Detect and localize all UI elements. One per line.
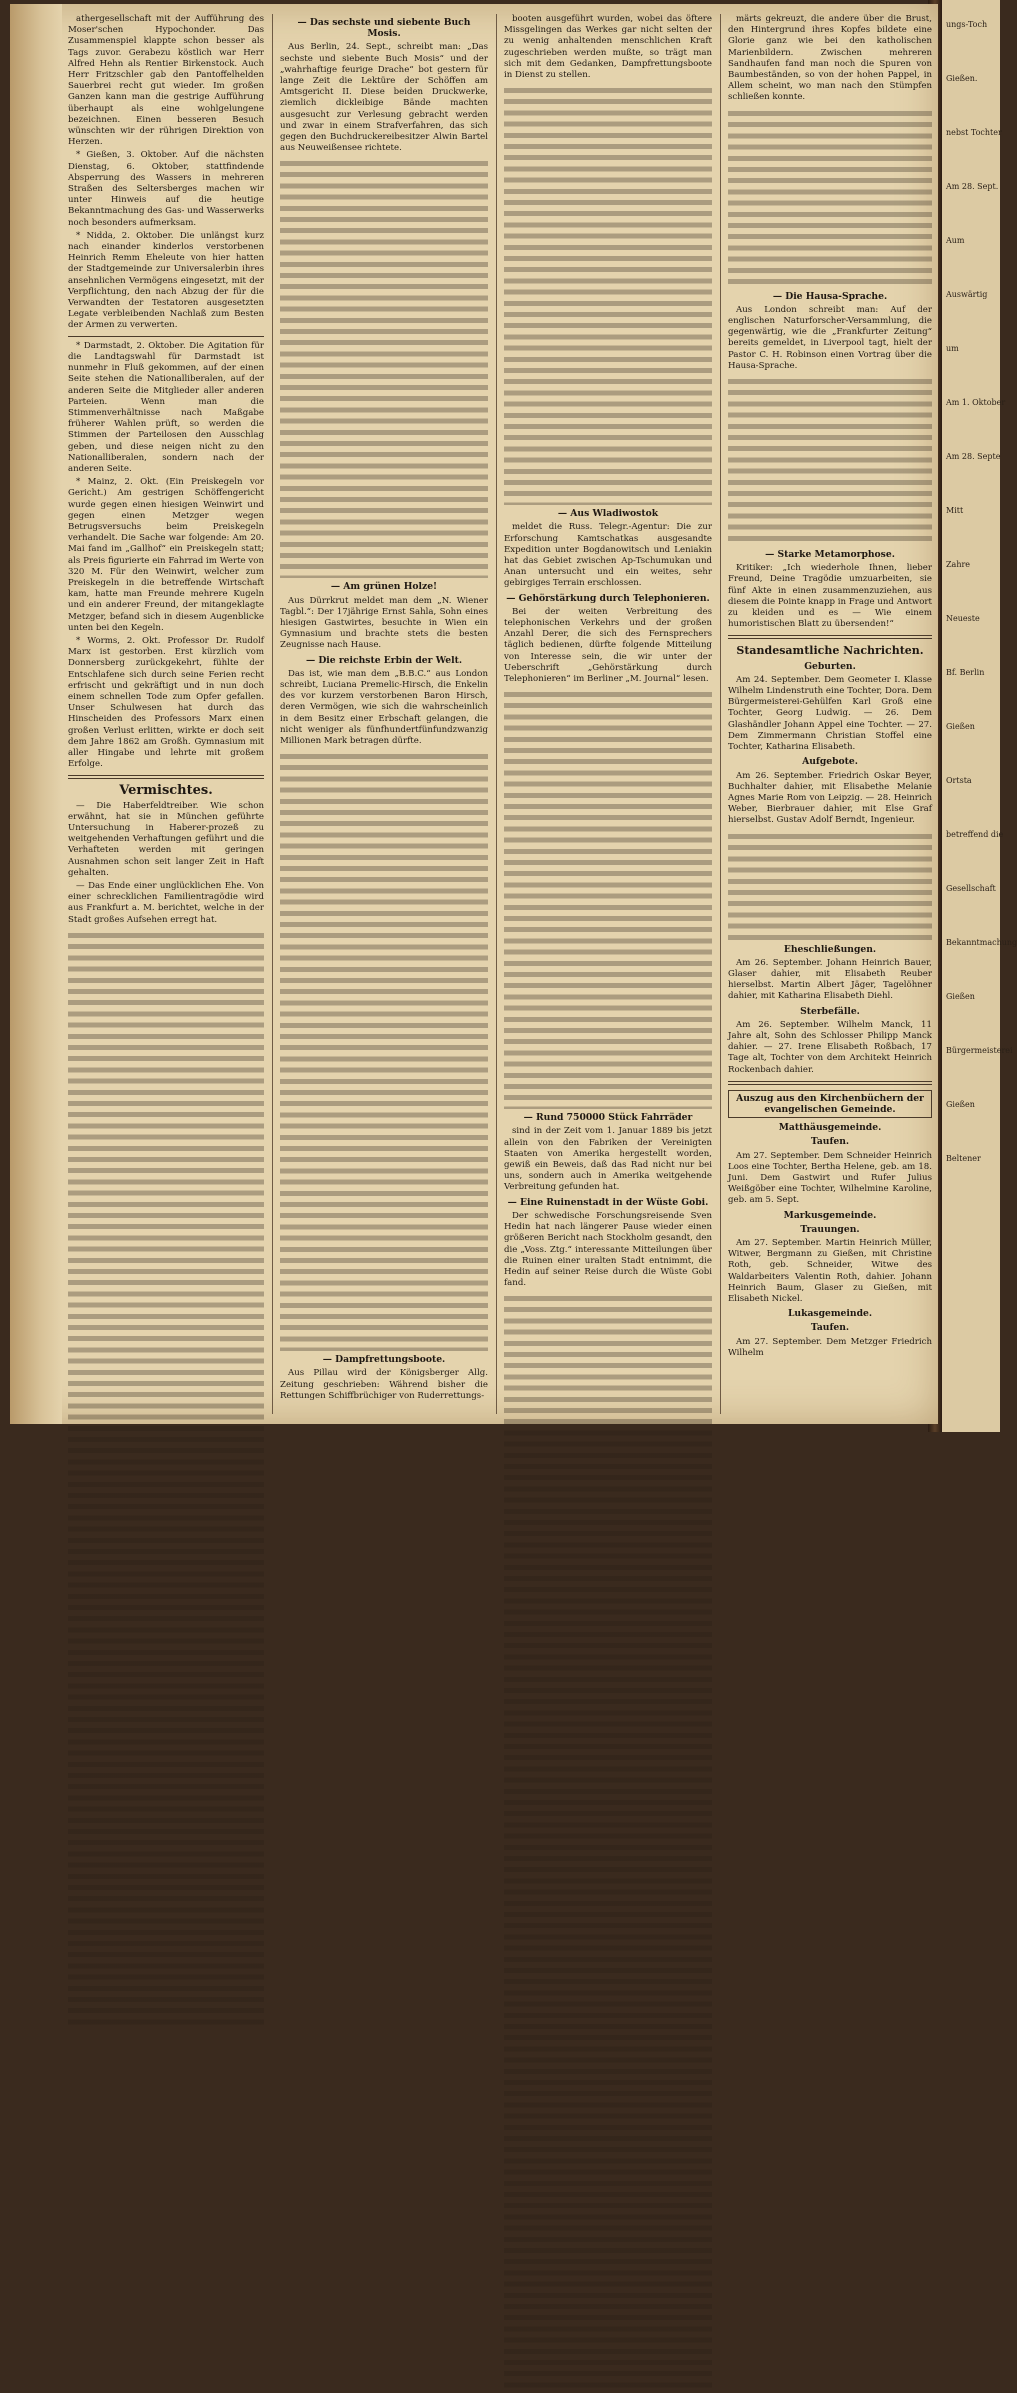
subsection-heading: Eheschließungen.	[783, 943, 877, 955]
article-text: * Gießen, 3. Oktober. Auf die nächsten Dienstag, 6. Oktober, stattfindende Absperrung des Wassers in mehreren Straßen des Seltersberges machen wir unter Hinweis auf die heutige Bekanntmachung des Gas- und Wasserwerks noch besonders aufmerksam.	[68, 150, 264, 228]
article-text: Aus Dürrkrut meldet man dem „N. Wiener Tagbl.“: Der 17jährige Ernst Sahla, Sohn eines hiesigen Gastwirtes, besuchte in Wien ein Gymnasium und brachte stets die besten Zeugnisse nach Hause.	[280, 595, 488, 651]
article-text: — Die Haberfeldtreiber. Wie schon erwähnt, hat sie in München geführte Untersuchung in Haberer-prozeß zu weitgehenden Verhaftungen geführt und die Verhafteten werden mit geringen Ausnahmen schon seit langer Zeit in Haft gehalten.	[68, 800, 264, 878]
body-text-lines	[280, 751, 488, 1351]
page-edge	[10, 4, 62, 1424]
subsection-heading: Trauungen.	[800, 1223, 860, 1235]
article-text: Das ist, wie man dem „B.B.C.“ aus London schreibt, Luciana Premelic-Hirsch, die Enkelin des vor kurzem verstorbenen Baron Hirsch, deren Vermögen, wie sich die wahrscheinlich in dem Besitz einer Erbschaft gelangen, die nicht weniger als fünfhundertfünfundzwanzig Millionen Mark betragen dürfte.	[280, 668, 488, 747]
article-title: — Aus Wladiwostok	[557, 508, 659, 520]
column-1	[68, 14, 264, 1414]
notice-text: Am 26. September. Friedrich Oskar Beyer, Buchhalter dahier, mit Elisabethe Melanie Agnes Marie Rom von Leipzig. — 28. Heinrich Weber, Bierbrauer dahier, mit Else Graf hierselbst. Gustav Adolf Berndt, Ingenieur.	[728, 770, 932, 826]
adjacent-page-text: Gießen	[946, 992, 975, 1001]
adjacent-page-text: Beltener	[946, 1154, 981, 1163]
article-text: — Das Ende einer unglücklichen Ehe. Von einer schrecklichen Familientragödie wird aus Frankfurt a. M. berichtet, welche in der Stadt großes Aufsehen erregt hat.	[68, 881, 264, 925]
adjacent-page-text: Mitt	[946, 506, 964, 515]
divider	[68, 775, 264, 779]
article-title: — Am grünen Holze!	[330, 581, 438, 593]
section-heading: Auszug aus den Kirchenbüchern der evangelischen Gemeinde.	[728, 1090, 932, 1118]
adjacent-page-text: nebst Tochter	[946, 128, 1002, 137]
article-title: — Dampfrettungsboote.	[322, 1354, 446, 1366]
notice-text: Am 27. September. Dem Schneider Heinrich Loos eine Tochter, Bertha Helene, geb. am 18. Juni. Dem Gastwirt und Rufer Julius Weißgöber eine Tochter, Wilhelmine Karoline, geb. am 5. Sept.	[728, 1150, 932, 1206]
article-text: Bei der weiten Verbreitung des telephonischen Verkehrs und der großen Anzahl Derer, die sich des Fernsprechers täglich bedienen, dürfte folgende Mitteilung von Interesse sein, die wir unter der Ueberschrift „Gehörstärkung durch Telephonieren“ im Berliner „M. Journal“ lesen.	[504, 606, 712, 685]
adjacent-page-text: Bekanntmachung	[946, 938, 1017, 947]
adjacent-page-text: Gießen	[946, 1100, 975, 1109]
adjacent-page-text: Gießen	[946, 722, 975, 731]
divider	[68, 336, 264, 337]
column-rule	[272, 14, 273, 1414]
adjacent-page-text: Am 1. Oktober	[946, 398, 1006, 407]
adjacent-page-text: Gießen.	[946, 74, 978, 83]
subsection-heading: Lukasgemeinde.	[787, 1308, 873, 1320]
adjacent-page-text: Gesellschaft	[946, 884, 996, 893]
body-text-lines	[504, 1293, 712, 2393]
adjacent-page-text: Zahre	[946, 560, 971, 569]
article-text: athergesellschaft mit der Aufführung des Moser'schen Hypochonder. Das Zusammenspiel klappte schon besser als Tags zuvor. Gerabezu köstlich war Herr Alfred Hehn als Rentier Birkenstock. Auch Herr Fritzschler gab den Pantoffelhelden Sauerbrei recht gut wieder. Im großen Ganzen kann man die gestrige Aufführung überhaupt als eine wohlgelungene bezeichnen. Einen besseren Besuch wünschten wir der rührigen Direktion von Herzen.	[68, 14, 264, 148]
column-rule	[720, 14, 721, 1414]
adjacent-page-text: Aum	[946, 236, 965, 245]
article-title: — Das sechste und siebente Buch Mosis.	[297, 17, 471, 40]
article-text: Aus Pillau wird der Königsberger Allg. Zeitung geschrieben: Während bisher die Rettungen Schiffbrüchiger von Ruderrettungs-	[280, 1368, 488, 1401]
article-title: — Eine Ruinenstadt in der Wüste Gobi.	[507, 1196, 709, 1208]
newspaper-page	[10, 4, 938, 1424]
adjacent-page-text: betreffend die	[946, 830, 1004, 839]
body-text-lines	[728, 831, 932, 941]
article-text: märts gekreuzt, die andere über die Brust, den Hintergrund ihres Kopfes bildete eine Glorie ganz wie bei den katholischen Marienbildern. Zwischen mehreren Sandhaufen fand man noch die Spuren von Baumbeständen, so von der hohen Pappel, in Allem scheint, wo man nach den Stümpfen schließen konnte.	[728, 14, 932, 103]
adjacent-page-text: Ortsta	[946, 776, 972, 785]
section-heading: Vermischtes.	[119, 783, 213, 799]
article-text: sind in der Zeit vom 1. Januar 1889 bis jetzt allein von den Fabriken der Vereinigten Staaten von Amerika hergestellt worden, gewiß ein Beweis, daß das Rad nicht nur bei uns, sondern auch in Amerika weitgehende Verbreitung gefunden hat.	[504, 1126, 712, 1193]
subsection-heading: Taufen.	[810, 1322, 850, 1334]
notice-text: Am 26. September. Johann Heinrich Bauer, Glaser dahier, mit Elisabeth Reuber hierselbst. Martin Albert Jäger, Tagelöhner dahier, mit Katharina Elisabeth Diehl.	[728, 957, 932, 1002]
article-title: — Gehörstärkung durch Telephonieren.	[506, 592, 710, 604]
notice-text: Am 26. September. Wilhelm Manck, 11 Jahre alt, Sohn des Schlosser Philipp Manck dahier. — 27. Irene Elisabeth Roßbach, 17 Tage alt, Tochter von dem Architekt Heinrich Rockenbach dahier.	[728, 1019, 932, 1075]
adjacent-page-fragment	[942, 0, 1017, 1432]
subsection-heading: Taufen.	[810, 1136, 850, 1148]
notice-text: Am 27. September. Martin Heinrich Müller, Witwer, Bergmann zu Gießen, mit Christine Roth, geb. Schneider, Witwe des Waldarbeiters Valentin Roth, dahier. Johann Heinrich Baum, Glaser zu Gießen, mit Elisabeth Nickel.	[728, 1237, 932, 1304]
adjacent-page-text: ungs-Toch	[946, 20, 988, 29]
adjacent-page-text: Am 28. Sept.	[946, 182, 999, 191]
adjacent-page-text: Auswärtig	[946, 290, 988, 299]
divider	[728, 1081, 932, 1085]
adjacent-page-text: Bf. Berlin	[946, 668, 985, 677]
adjacent-page-text: Neueste	[946, 614, 980, 623]
notice-text: Am 24. September. Dem Geometer I. Klasse Wilhelm Lindenstruth eine Tochter, Dora. Dem Bürgermeisterei-Gehülfen Karl Groß eine Tochter, Georg Ludwig. — 26. Dem Glashändler Johann Appel eine Tochter. — 27. Dem Zimmermann Christian Stoffel eine Tochter, Katharina Elisabeth.	[728, 674, 932, 753]
columns	[68, 14, 936, 1414]
column-2	[280, 14, 488, 1414]
body-text-lines	[728, 376, 932, 546]
article-title: — Die reichste Erbin der Welt.	[305, 654, 463, 666]
body-text-lines	[68, 930, 264, 2030]
subsection-heading: Matthäusgemeinde.	[778, 1122, 882, 1134]
column-3	[504, 14, 712, 1414]
adjacent-page-text: Am 28. Septe	[946, 452, 1001, 461]
column-4	[728, 14, 932, 1414]
divider	[728, 635, 932, 639]
section-heading: Standesamtliche Nachrichten.	[736, 644, 924, 658]
subsection-heading: Geburten.	[804, 660, 856, 672]
article-title: — Rund 750000 Stück Fahrräder	[523, 1112, 693, 1124]
article-text: Der schwedische Forschungsreisende Sven Hedin hat nach längerer Pause wieder einen größeren Bericht nach Stockholm gesandt, den die „Voss. Ztg.“ interessante Mitteilungen über die Ruinen einer uralten Stadt entnimmt, die Hedin auf seiner Reise durch die Wüste Gobi fand.	[504, 1210, 712, 1289]
subsection-heading: Markusgemeinde.	[783, 1209, 877, 1221]
column-rule	[496, 14, 497, 1414]
article-text: * Nidda, 2. Oktober. Die unlängst kurz nach einander kinderlos verstorbenen Heinrich Remm Eheleute von hier hatten der Stadtgemeinde zur Universalerbin ihres ansehnlichen Vermögens eingesetzt, mit der Verpflichtung, den nach Abzug der für die Verwandten der Testatoren ausgesetzten Legate verbleibenden Nachlaß zum Besten der Armen zu verwerten.	[68, 230, 264, 331]
adjacent-page-text: um	[946, 344, 959, 353]
article-text: * Mainz, 2. Okt. (Ein Preiskegeln vor Gericht.) Am gestrigen Schöffengericht wurde gegen einen hiesigen Weinwirt und gegen einen Metzger wegen Betrugsversuchs beim Preiskegeln verhandelt. Die Sache war folgende: Am 20. Mai fand im „Gallhof“ ein Preiskegeln statt; als Preis figurierte ein Fahrrad im Werte von 320 M. Für den Weinwirt, welcher zum Preiskegeln in die betreffende Wirtschaft kam, hatte man Freunde mehrere Kugeln und ein anderer Freund, der mitangeklagte Metzger, befand sich in diesem Augenblicke unten bei den Kegeln.	[68, 477, 264, 633]
article-text: * Darmstadt, 2. Oktober. Die Agitation für die Landtagswahl für Darmstadt ist nunmehr in Fluß gekommen, auf der einen Seite stehen die Nationalliberalen, auf der anderen Seite die Mitglieder aller anderen Parteien. Wenn man die Stimmenverhältnisse nach Maßgabe früherer Wahlen prüft, so werden die Stimmen der Parteilosen den Ausschlag geben, und diese neigen nicht zu den Nationalliberalen, sondern nach der anderen Seite.	[68, 340, 264, 474]
notice-text: Am 27. September. Dem Metzger Friedrich Wilhelm	[728, 1336, 932, 1358]
article-text: Aus Berlin, 24. Sept., schreibt man: „Das sechste und siebente Buch Mosis“ und der „wahrhaftige feurige Drache“ bot gestern für lange Zeit die Lektüre der Schöffen am Amtsgericht II. Diese beiden Druckwerke, ziemlich dickleibige Bände machten ausgesucht zur Verlesung gebracht werden und zwar in einem Strafverfahren, das sich gegen den Buchdruckereibesitzer Alwin Bartel aus Neuweißensee richtete.	[280, 42, 488, 154]
article-text: * Worms, 2. Okt. Professor Dr. Rudolf Marx ist gestorben. Erst kürzlich vom Donnersberg zurückgekehrt, fühlte der Entschlafene sich durch seine Ferien recht erfrischt und gekräftigt und in nun doch einem schnellen Tode zum Opfer gefallen. Unser Schulwesen hat durch das Hinscheiden des Professors Marx einen großen Verlust erlitten, wirkte er doch seit dem Jahre 1862 am Großh. Gymnasium mit aller Hingabe und lehrte mit großem Erfolge.	[68, 635, 264, 770]
body-text-lines	[280, 158, 488, 578]
body-text-lines	[504, 689, 712, 1109]
subsection-heading: Sterbefälle.	[800, 1005, 860, 1017]
article-text: Kritiker: „Ich wiederhole Ihnen, lieber Freund, Deine Tragödie umzuarbeiten, sie fünf Akte in einen zusammenzuziehen, aus diesem die Pointe knapp in Frage und Antwort zu kleiden und es — Wie einem humoristischen Blatt zu übersenden!“	[728, 563, 932, 630]
subsection-heading: Aufgebote.	[802, 756, 858, 768]
body-text-lines	[728, 108, 932, 288]
adjacent-page-text: Bürgermeisterei	[946, 1046, 1013, 1055]
article-title: — Starke Metamorphose.	[765, 549, 895, 561]
article-text: meldet die Russ. Telegr.-Agentur: Die zur Erforschung Kamtschatkas ausgesandte Expedition unter Bogdanowitsch und Leniakin hat das Gebiet zwischen Ap-Tschumukan und Anan untersucht und ein weites, sehr gebirgiges Terrain erschlossen.	[504, 522, 712, 589]
body-text-lines	[504, 85, 712, 505]
article-text: Aus London schreibt man: Auf der englischen Naturforscher-Versammlung, die gegenwärtig, wie die „Frankfurter Zeitung“ bereits gemeldet, in Liverpool tagt, hielt der Pastor C. H. Robinson einen Vortrag über die Hausa-Sprache.	[728, 304, 932, 371]
article-title: — Die Hausa-Sprache.	[772, 290, 888, 302]
article-text: booten ausgeführt wurden, wobei das öftere Missgelingen das Werkes gar nicht selten der zu wenig anhaltenden menschlichen Kraft zugeschrieben werden mußte, so trägt man sich mit dem Gedanken, Dampfrettungsboote in Dienst zu stellen.	[504, 14, 712, 81]
